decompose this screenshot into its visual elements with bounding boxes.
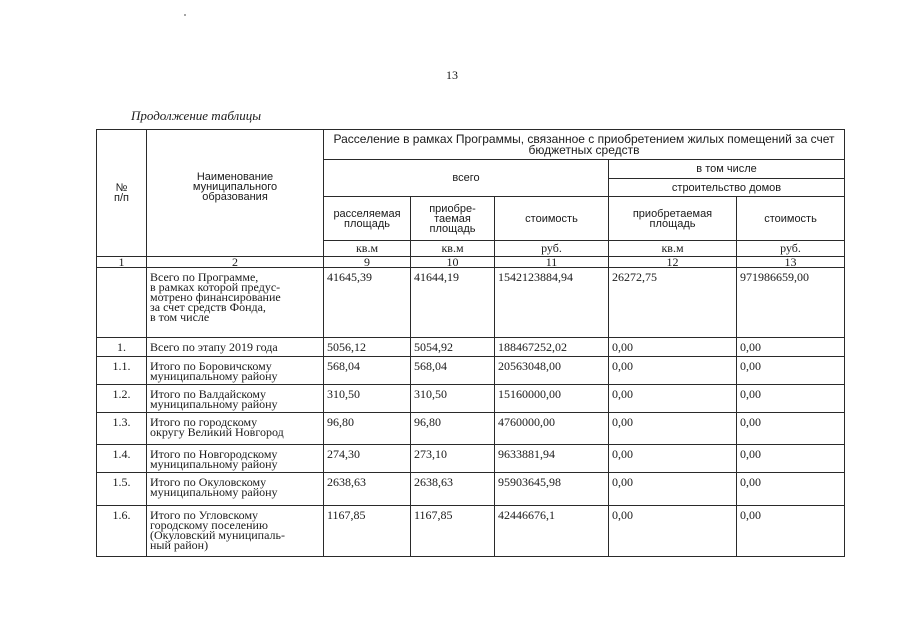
row-number: 1.3. [97, 413, 147, 445]
row-number: 1.2. [97, 385, 147, 413]
header-col-name: Наименование муниципального образования [147, 130, 324, 257]
header-col-num: № п/п [97, 130, 147, 257]
column-index: 9 [324, 257, 411, 268]
row-number: 1.4. [97, 445, 147, 473]
continuation-label: Продолжение таблицы [131, 108, 262, 123]
header-acquired-area: приобре- таемая площадь [411, 197, 495, 241]
column-index: 10 [411, 257, 495, 268]
table-row [97, 445, 845, 473]
header-construction: строительство домов [609, 179, 845, 197]
construction-cost-value: 0,00 [737, 473, 845, 506]
construction-cost-value: 0,00 [737, 445, 845, 473]
acquired-area-value: 41644,19 [411, 268, 495, 338]
row-number: 1. [97, 338, 147, 357]
acquired-area-value: 568,04 [411, 357, 495, 385]
construction-area-value: 0,00 [609, 413, 737, 445]
header-group-title: Расселение в рамках Программы, связанное с приобретением жилых помещений за счет бюджетных средств [324, 130, 845, 160]
header-total: всего [324, 160, 609, 197]
table-body [97, 268, 845, 557]
municipality-name: Итого по Окуловскому муниципальному району [147, 473, 324, 506]
construction-area-value: 0,00 [609, 473, 737, 506]
cost-value: 95903645,98 [495, 473, 609, 506]
column-index: 12 [609, 257, 737, 268]
resettlement-table [96, 129, 845, 557]
construction-area-value: 0,00 [609, 445, 737, 473]
cost-value: 9633881,94 [495, 445, 609, 473]
acquired-area-value: 96,80 [411, 413, 495, 445]
row-number: 1.1. [97, 357, 147, 385]
page-number: 13 [446, 68, 458, 82]
construction-area-value: 0,00 [609, 357, 737, 385]
unit-cell: кв.м [411, 241, 495, 257]
resettled-area-value: 568,04 [324, 357, 411, 385]
acquired-area-value: 310,50 [411, 385, 495, 413]
cost-value: 15160000,00 [495, 385, 609, 413]
municipality-name: Итого по Боровичскому муниципальному району [147, 357, 324, 385]
cost-value: 4760000,00 [495, 413, 609, 445]
resettled-area-value: 1167,85 [324, 506, 411, 557]
table-row [97, 338, 845, 357]
acquired-area-value: 5054,92 [411, 338, 495, 357]
table-row [97, 357, 845, 385]
resettled-area-value: 310,50 [324, 385, 411, 413]
construction-cost-value: 0,00 [737, 506, 845, 557]
resettled-area-value: 5056,12 [324, 338, 411, 357]
column-index: 13 [737, 257, 845, 268]
resettled-area-value: 96,80 [324, 413, 411, 445]
unit-cell: руб. [737, 241, 845, 257]
unit-cell: кв.м [609, 241, 737, 257]
acquired-area-value: 1167,85 [411, 506, 495, 557]
construction-area-value: 26272,75 [609, 268, 737, 338]
table-header [97, 130, 845, 268]
construction-cost-value: 0,00 [737, 413, 845, 445]
construction-area-value: 0,00 [609, 338, 737, 357]
municipality-name: Всего по Программе, в рамках которой предус- мотрено финансирование за счет средств Фонда, в том числе [147, 268, 324, 338]
acquired-area-value: 273,10 [411, 445, 495, 473]
resettled-area-value: 2638,63 [324, 473, 411, 506]
column-index: 11 [495, 257, 609, 268]
construction-area-value: 0,00 [609, 506, 737, 557]
row-number [97, 268, 147, 338]
resettled-area-value: 41645,39 [324, 268, 411, 338]
header-cost: стоимость [495, 197, 609, 241]
cost-value: 188467252,02 [495, 338, 609, 357]
row-number: 1.5. [97, 473, 147, 506]
header-including: в том числе [609, 160, 845, 179]
municipality-name: Итого по Новгородскому муниципальному району [147, 445, 324, 473]
resettled-area-value: 274,30 [324, 445, 411, 473]
table-row [97, 268, 845, 338]
column-index: 2 [147, 257, 324, 268]
row-number: 1.6. [97, 506, 147, 557]
acquired-area-value: 2638,63 [411, 473, 495, 506]
unit-cell: руб. [495, 241, 609, 257]
table-row [97, 473, 845, 506]
municipality-name: Итого по городскому округу Великий Новгород [147, 413, 324, 445]
municipality-name: Всего по этапу 2019 года [147, 338, 324, 357]
cost-value: 42446676,1 [495, 506, 609, 557]
construction-cost-value: 0,00 [737, 357, 845, 385]
column-index: 1 [97, 257, 147, 268]
construction-cost-value: 0,00 [737, 338, 845, 357]
unit-cell: кв.м [324, 241, 411, 257]
header-cost-2: стоимость [737, 197, 845, 241]
table-row [97, 385, 845, 413]
cost-value: 20563048,00 [495, 357, 609, 385]
construction-cost-value: 0,00 [737, 385, 845, 413]
table-row [97, 506, 845, 557]
municipality-name: Итого по Валдайскому муниципальному району [147, 385, 324, 413]
cost-value: 1542123884,94 [495, 268, 609, 338]
header-acquired-area-2: приобретаемая площадь [609, 197, 737, 241]
header-resettled-area: расселяемая площадь [324, 197, 411, 241]
scan-speck [184, 14, 186, 16]
construction-cost-value: 971986659,00 [737, 268, 845, 338]
municipality-name: Итого по Угловскому городскому поселению (Окуловский муниципаль- ный район) [147, 506, 324, 557]
table-row [97, 413, 845, 445]
construction-area-value: 0,00 [609, 385, 737, 413]
